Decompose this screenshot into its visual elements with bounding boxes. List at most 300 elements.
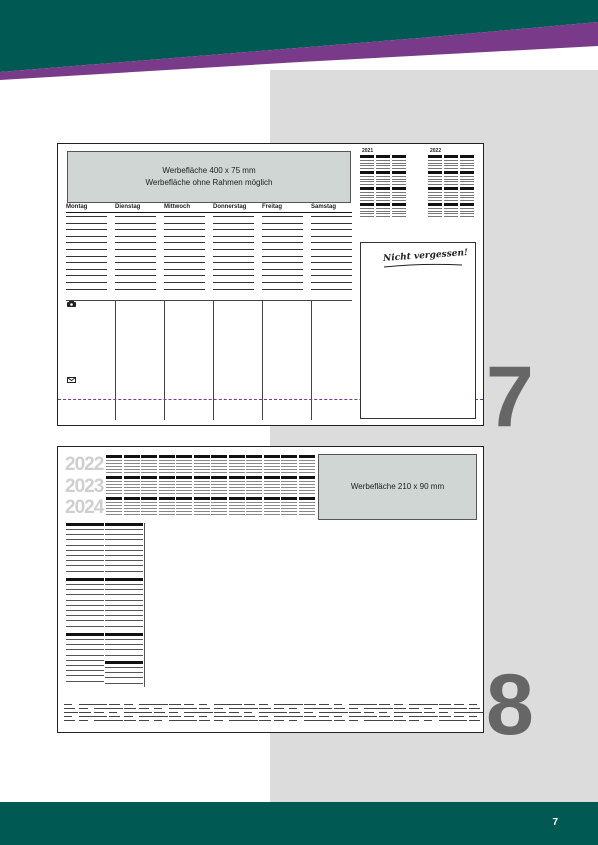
- fine-print-line: [424, 716, 438, 717]
- notes-box: [360, 242, 476, 419]
- date-row: [229, 508, 245, 509]
- fine-print-line: [439, 704, 451, 705]
- fine-print-line: [109, 720, 123, 721]
- date-row: [360, 216, 374, 217]
- date-row: [264, 469, 280, 470]
- fine-print-line: [199, 720, 210, 721]
- list-line: [105, 571, 143, 572]
- month-header: [392, 155, 406, 158]
- date-row: [299, 493, 315, 494]
- date-row: [360, 195, 374, 196]
- month-header: [211, 476, 227, 479]
- list-line: [66, 555, 104, 556]
- hour-line: [262, 216, 303, 217]
- date-row: [428, 213, 442, 214]
- list-line: [105, 626, 143, 627]
- date-row: [264, 460, 280, 461]
- hour-line: [262, 282, 303, 283]
- date-row: [264, 481, 280, 482]
- hour-line: [213, 262, 254, 263]
- fine-print-line: [94, 704, 107, 705]
- month-header: [264, 497, 280, 500]
- month-header: [264, 455, 280, 458]
- fine-print-line: [379, 712, 387, 713]
- date-row: [444, 197, 458, 198]
- date-row: [106, 460, 122, 461]
- date-row: [159, 463, 175, 464]
- date-row: [444, 163, 458, 164]
- date-row: [176, 511, 192, 512]
- fine-print-line: [244, 720, 258, 721]
- date-row: [176, 472, 192, 473]
- month-header: [428, 155, 442, 158]
- date-row: [159, 487, 175, 488]
- month-header: [360, 187, 374, 190]
- date-row: [264, 472, 280, 473]
- ad-space-8: [318, 454, 477, 520]
- date-row: [159, 511, 175, 512]
- list-line: [66, 660, 104, 661]
- hour-line: [115, 256, 156, 257]
- day-monday: Montag: [66, 204, 88, 210]
- fine-print-line: [214, 720, 223, 721]
- date-row: [194, 472, 210, 473]
- list-header: [105, 661, 143, 664]
- date-row: [281, 484, 297, 485]
- date-row: [281, 463, 297, 464]
- fine-print-line: [109, 712, 117, 713]
- date-row: [211, 469, 227, 470]
- fine-print-line: [229, 716, 242, 717]
- date-row: [428, 192, 442, 193]
- date-row: [124, 502, 140, 503]
- ad-text-8: Werbefläche 210 x 90 mm: [350, 482, 445, 491]
- date-row: [392, 197, 406, 198]
- fine-print-line: [199, 712, 213, 713]
- hour-line: [213, 275, 254, 276]
- date-row: [246, 460, 262, 461]
- year-label-2022: 2022: [430, 148, 442, 154]
- date-row: [299, 466, 315, 467]
- fine-print-line: [424, 720, 432, 721]
- month-header: [124, 455, 140, 458]
- fine-print-line: [184, 716, 194, 717]
- date-row: [211, 505, 227, 506]
- fine-print-line: [244, 708, 258, 709]
- list-line: [105, 649, 143, 650]
- date-row: [376, 168, 390, 169]
- fine-print-line: [409, 704, 425, 705]
- fine-print-line: [424, 712, 435, 713]
- hour-line: [262, 256, 303, 257]
- hour-line: [164, 242, 205, 243]
- fine-print-line: [79, 708, 88, 709]
- fine-print-line: [124, 720, 136, 721]
- fine-print-line: [409, 716, 425, 717]
- fine-print-line: [409, 708, 419, 709]
- fine-print-line: [139, 720, 149, 721]
- notes-title: Nicht vergessen!: [382, 248, 469, 264]
- date-row: [444, 216, 458, 217]
- month-header: [194, 476, 210, 479]
- fine-print-line: [79, 712, 91, 713]
- month-header: [392, 187, 406, 190]
- page-number: 7: [552, 817, 558, 828]
- fine-print-line: [409, 720, 419, 721]
- fine-print-line: [439, 716, 451, 717]
- date-row: [444, 192, 458, 193]
- fine-print-line: [304, 704, 316, 705]
- fine-print-line: [469, 708, 480, 709]
- date-row: [392, 195, 406, 196]
- fine-print-line: [289, 708, 297, 709]
- hour-line: [164, 223, 205, 224]
- fine-print-line: [319, 708, 332, 709]
- date-row: [376, 176, 390, 177]
- date-row: [124, 505, 140, 506]
- list-line: [66, 670, 104, 671]
- date-row: [299, 508, 315, 509]
- date-row: [264, 514, 280, 515]
- fine-print-line: [439, 712, 448, 713]
- fine-print-line: [409, 712, 422, 713]
- date-row: [392, 211, 406, 212]
- hour-line: [115, 249, 156, 250]
- date-row: [229, 493, 245, 494]
- hour-line: [66, 262, 107, 263]
- date-row: [106, 511, 122, 512]
- fine-print-line: [289, 716, 303, 717]
- date-row: [444, 165, 458, 166]
- month-header: [211, 455, 227, 458]
- list-header: [66, 523, 104, 526]
- month-header: [194, 497, 210, 500]
- list-line: [66, 681, 104, 682]
- date-row: [159, 514, 175, 515]
- list-line: [105, 529, 143, 530]
- hour-line: [115, 275, 156, 276]
- list-line: [66, 550, 104, 551]
- hour-line: [311, 223, 352, 224]
- date-row: [392, 160, 406, 161]
- column-divider: [311, 300, 312, 420]
- date-row: [281, 514, 297, 515]
- list-header: [105, 633, 143, 636]
- date-row: [229, 484, 245, 485]
- date-row: [211, 514, 227, 515]
- fine-print-line: [319, 720, 332, 721]
- day-header-rule: [66, 212, 352, 213]
- fine-print-line: [394, 704, 403, 705]
- hour-line: [164, 289, 205, 290]
- day-thursday: Donnerstag: [213, 204, 247, 210]
- hour-line: [262, 229, 303, 230]
- month-header: [428, 203, 442, 206]
- date-row: [141, 493, 157, 494]
- notes-underline: [383, 263, 463, 269]
- date-row: [246, 484, 262, 485]
- month-header: [376, 187, 390, 190]
- hour-line: [311, 229, 352, 230]
- date-row: [360, 211, 374, 212]
- date-row: [141, 469, 157, 470]
- hour-line: [164, 256, 205, 257]
- fine-print-line: [469, 712, 483, 713]
- fine-print-line: [124, 712, 139, 713]
- fine-print-line: [349, 720, 358, 721]
- list-line: [105, 534, 143, 535]
- fine-print-line: [229, 712, 239, 713]
- list-line: [66, 665, 104, 666]
- fine-print-line: [364, 720, 380, 721]
- fine-print-line: [94, 708, 110, 709]
- date-row: [211, 493, 227, 494]
- fine-print-line: [184, 704, 194, 705]
- fine-print-line: [214, 716, 229, 717]
- list-header: [66, 633, 104, 636]
- date-row: [194, 469, 210, 470]
- month-header: [460, 203, 474, 206]
- date-row: [460, 165, 474, 166]
- month-header: [376, 155, 390, 158]
- date-row: [141, 490, 157, 491]
- fine-print-line: [439, 720, 454, 721]
- date-row: [281, 505, 297, 506]
- date-row: [444, 168, 458, 169]
- date-row: [176, 481, 192, 482]
- date-row: [299, 505, 315, 506]
- date-row: [229, 481, 245, 482]
- date-row: [392, 165, 406, 166]
- hour-line: [311, 216, 352, 217]
- hour-line: [311, 275, 352, 276]
- list-header: [66, 578, 104, 581]
- date-row: [211, 508, 227, 509]
- fine-print-line: [94, 720, 110, 721]
- month-header: [246, 455, 262, 458]
- hour-line: [66, 249, 107, 250]
- list-line: [66, 639, 104, 640]
- fine-print-line: [64, 712, 78, 713]
- hour-line: [115, 289, 156, 290]
- date-row: [299, 481, 315, 482]
- date-row: [392, 200, 406, 201]
- list-line: [105, 584, 143, 585]
- date-row: [376, 208, 390, 209]
- date-row: [246, 481, 262, 482]
- date-row: [124, 481, 140, 482]
- date-row: [229, 487, 245, 488]
- date-row: [428, 211, 442, 212]
- fine-print-line: [289, 704, 303, 705]
- date-row: [159, 484, 175, 485]
- hour-line: [115, 223, 156, 224]
- month-header: [460, 155, 474, 158]
- date-row: [281, 511, 297, 512]
- fine-print-line: [319, 716, 329, 717]
- date-row: [392, 168, 406, 169]
- date-row: [246, 487, 262, 488]
- month-header: [194, 455, 210, 458]
- date-row: [194, 502, 210, 503]
- fine-print-line: [139, 708, 149, 709]
- date-row: [376, 179, 390, 180]
- hour-line: [164, 262, 205, 263]
- date-row: [444, 195, 458, 196]
- date-row: [264, 502, 280, 503]
- year-2023: 2023: [65, 476, 104, 497]
- list-line: [66, 584, 104, 585]
- date-row: [246, 472, 262, 473]
- date-row: [264, 463, 280, 464]
- fine-print-line: [169, 716, 181, 717]
- date-row: [460, 160, 474, 161]
- fine-print-line: [124, 708, 136, 709]
- month-header: [124, 476, 140, 479]
- date-row: [264, 508, 280, 509]
- month-header: [246, 476, 262, 479]
- fine-print-line: [394, 708, 406, 709]
- month-header: [392, 203, 406, 206]
- hour-line: [66, 275, 107, 276]
- list-line: [105, 620, 143, 621]
- hour-line: [115, 262, 156, 263]
- date-row: [124, 469, 140, 470]
- date-row: [264, 490, 280, 491]
- date-row: [211, 466, 227, 467]
- fine-print-line: [229, 704, 242, 705]
- fine-print-line: [169, 704, 181, 705]
- product-number-7: 7: [486, 349, 534, 445]
- date-row: [376, 165, 390, 166]
- date-row: [176, 463, 192, 464]
- date-row: [246, 511, 262, 512]
- date-row: [211, 460, 227, 461]
- list-line: [66, 565, 104, 566]
- date-row: [460, 211, 474, 212]
- date-row: [124, 484, 140, 485]
- month-header: [141, 497, 157, 500]
- fine-print-line: [274, 704, 290, 705]
- date-row: [299, 472, 315, 473]
- date-row: [194, 514, 210, 515]
- month-header: [159, 497, 175, 500]
- date-row: [246, 493, 262, 494]
- hour-line: [262, 223, 303, 224]
- hour-line: [311, 289, 352, 290]
- list-line: [105, 672, 143, 673]
- date-row: [460, 176, 474, 177]
- list-line: [105, 605, 143, 606]
- date-row: [460, 208, 474, 209]
- date-row: [141, 508, 157, 509]
- ad-line-1: Werbefläche 400 x 75 mm: [162, 166, 256, 175]
- date-row: [141, 472, 157, 473]
- date-row: [376, 192, 390, 193]
- date-row: [360, 165, 374, 166]
- fine-print-line: [424, 708, 432, 709]
- date-row: [246, 508, 262, 509]
- date-row: [211, 511, 227, 512]
- month-header: [428, 171, 442, 174]
- date-row: [176, 487, 192, 488]
- fine-print-line: [289, 720, 297, 721]
- date-row: [124, 493, 140, 494]
- fine-print-line: [244, 712, 252, 713]
- date-row: [176, 460, 192, 461]
- desk-pad-7: [57, 143, 484, 426]
- date-row: [360, 200, 374, 201]
- list-line: [66, 560, 104, 561]
- ad-space-7: [67, 151, 351, 203]
- hour-line: [213, 269, 254, 270]
- fine-print-line: [64, 716, 72, 717]
- date-row: [141, 514, 157, 515]
- month-header: [106, 497, 122, 500]
- fine-print-line: [349, 716, 364, 717]
- list-header: [105, 523, 143, 526]
- list-line: [66, 571, 104, 572]
- date-row: [376, 195, 390, 196]
- fine-print-line: [364, 716, 377, 717]
- list-line: [105, 600, 143, 601]
- date-row: [281, 508, 297, 509]
- date-row: [124, 460, 140, 461]
- date-row: [229, 511, 245, 512]
- date-row: [392, 208, 406, 209]
- fine-print-line: [379, 720, 393, 721]
- date-row: [106, 514, 122, 515]
- date-row: [229, 463, 245, 464]
- date-row: [444, 208, 458, 209]
- day-wednesday: Mittwoch: [164, 204, 190, 210]
- hour-line: [311, 242, 352, 243]
- year-label-2021: 2021: [362, 148, 374, 154]
- desk-pad-8: [57, 446, 484, 733]
- date-row: [124, 487, 140, 488]
- fine-print-line: [94, 712, 104, 713]
- hour-line: [213, 249, 254, 250]
- hour-line: [164, 269, 205, 270]
- row-divider: [66, 300, 352, 301]
- list-line: [105, 589, 143, 590]
- date-row: [106, 469, 122, 470]
- date-row: [176, 505, 192, 506]
- hour-line: [262, 236, 303, 237]
- list-line: [66, 626, 104, 627]
- date-row: [211, 487, 227, 488]
- fine-print-line: [334, 708, 345, 709]
- date-row: [428, 197, 442, 198]
- fine-print-line: [394, 720, 406, 721]
- date-row: [360, 176, 374, 177]
- fine-print-line: [244, 704, 255, 705]
- hour-line: [66, 216, 107, 217]
- fine-print-line: [304, 712, 313, 713]
- date-row: [460, 184, 474, 185]
- list-header: [105, 578, 143, 581]
- fine-print-line: [184, 720, 197, 721]
- fine-print-line: [349, 704, 364, 705]
- hour-line: [262, 275, 303, 276]
- month-header: [376, 203, 390, 206]
- date-row: [124, 472, 140, 473]
- date-row: [246, 502, 262, 503]
- month-header: [124, 497, 140, 500]
- list-line: [105, 610, 143, 611]
- date-row: [360, 179, 374, 180]
- list-line: [66, 534, 104, 535]
